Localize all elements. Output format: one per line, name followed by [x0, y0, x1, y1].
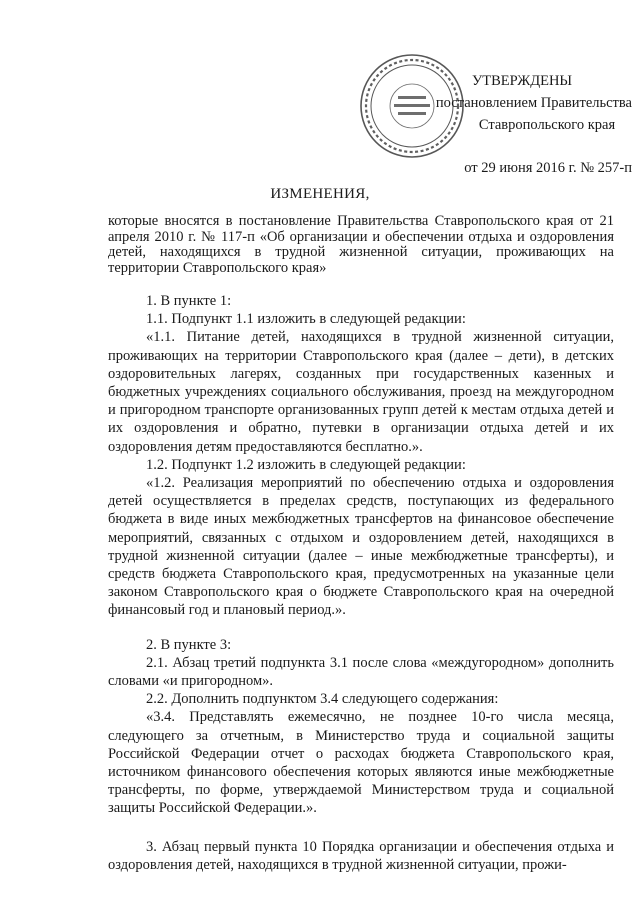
approved-by-line2: Ставропольского края — [478, 117, 616, 133]
paragraph-1-2: 1.2. Подпункт 1.2 изложить в следующей редакции: — [146, 456, 466, 473]
approval-block — [400, 70, 632, 179]
paragraph-1: 1. В пункте 1: — [146, 293, 232, 309]
paragraph-2: 2. В пункте 3: — [146, 636, 232, 653]
paragraph-1-1-text: «1.1. Питание детей, находящихся в трудной жизненной ситуации, проживающих на территории Ставропольского края (далее – дети), в детских оздоровительных лагерях, созданных при государственных казенных и бюджетных учреждениях социального обслуживания, проезд на междугородном и пригородном транспорте организованных групп детей к местам отдыха детей и их оздоровления и обратно, путевки в организации отдыха детей и их оздоровления детям предоставляются бесплатно.». — [108, 329, 614, 455]
approved-label: УТВЕРЖДЕНЫ — [472, 73, 573, 89]
document-intro: которые вносятся в постановление Правительства Ставропольского края от 21 апреля 2010 г. № 117-п «Об организации и обеспечении отдыха и оздоровления детей, находящихся в трудной жизненной ситуации, проживающих на территории Ставропольского края» — [108, 213, 614, 276]
approved-by-line1: постановлением Правительства — [435, 95, 632, 111]
paragraph-1-2-text: «1.2. Реализация мероприятий по обеспечению отдыха и оздоровления детей осуществляется в пределах средств, поступающих из федерального бюджета в виде иных межбюджетных трансфертов на финансовое обеспечение мероприятий, связанных с отдыхом и оздоровлением детей, находящихся в трудной жизненной ситуации (далее – иные межбюджетные трансферты), и средств бюджета Ставропольского края, предусмотренных на указанные цели законом Ставропольского края о бюджете Ставропольского края на очередной финансовый год и плановый период.». — [108, 475, 614, 619]
paragraph-1-1: 1.1. Подпункт 1.1 изложить в следующей редакции: — [146, 311, 466, 328]
document-body — [108, 292, 614, 874]
document-title: ИЗМЕНЕНИЯ, — [270, 186, 370, 202]
paragraph-2-2-text: «3.4. Представлять ежемесячно, не позднее 10-го числа месяца, следующего за отчетным, в Министерство труда и социальной защиты Российской Федерации отчет о расходах бюджета Ставропольского края, источником финансового обеспечения которых являются иные межбюджетные трансферты, по форме, утверждаемой Министерством труда и социальной защиты Российской Федерации.». — [108, 709, 614, 817]
paragraph-2-1: 2.1. Абзац третий подпункта 3.1 после слова «междугородном» дополнить словами «и пригородном». — [108, 654, 614, 690]
approval-date: от 29 июня 2016 г. № 257-п — [464, 160, 632, 176]
paragraph-2-2: 2.2. Дополнить подпунктом 3.4 следующего содержания: — [146, 691, 499, 708]
paragraph-3: 3. Абзац первый пункта 10 Порядка организации и обеспечения отдыха и оздоровления детей, находящихся в трудной жизненной ситуации, прожи- — [108, 838, 614, 873]
